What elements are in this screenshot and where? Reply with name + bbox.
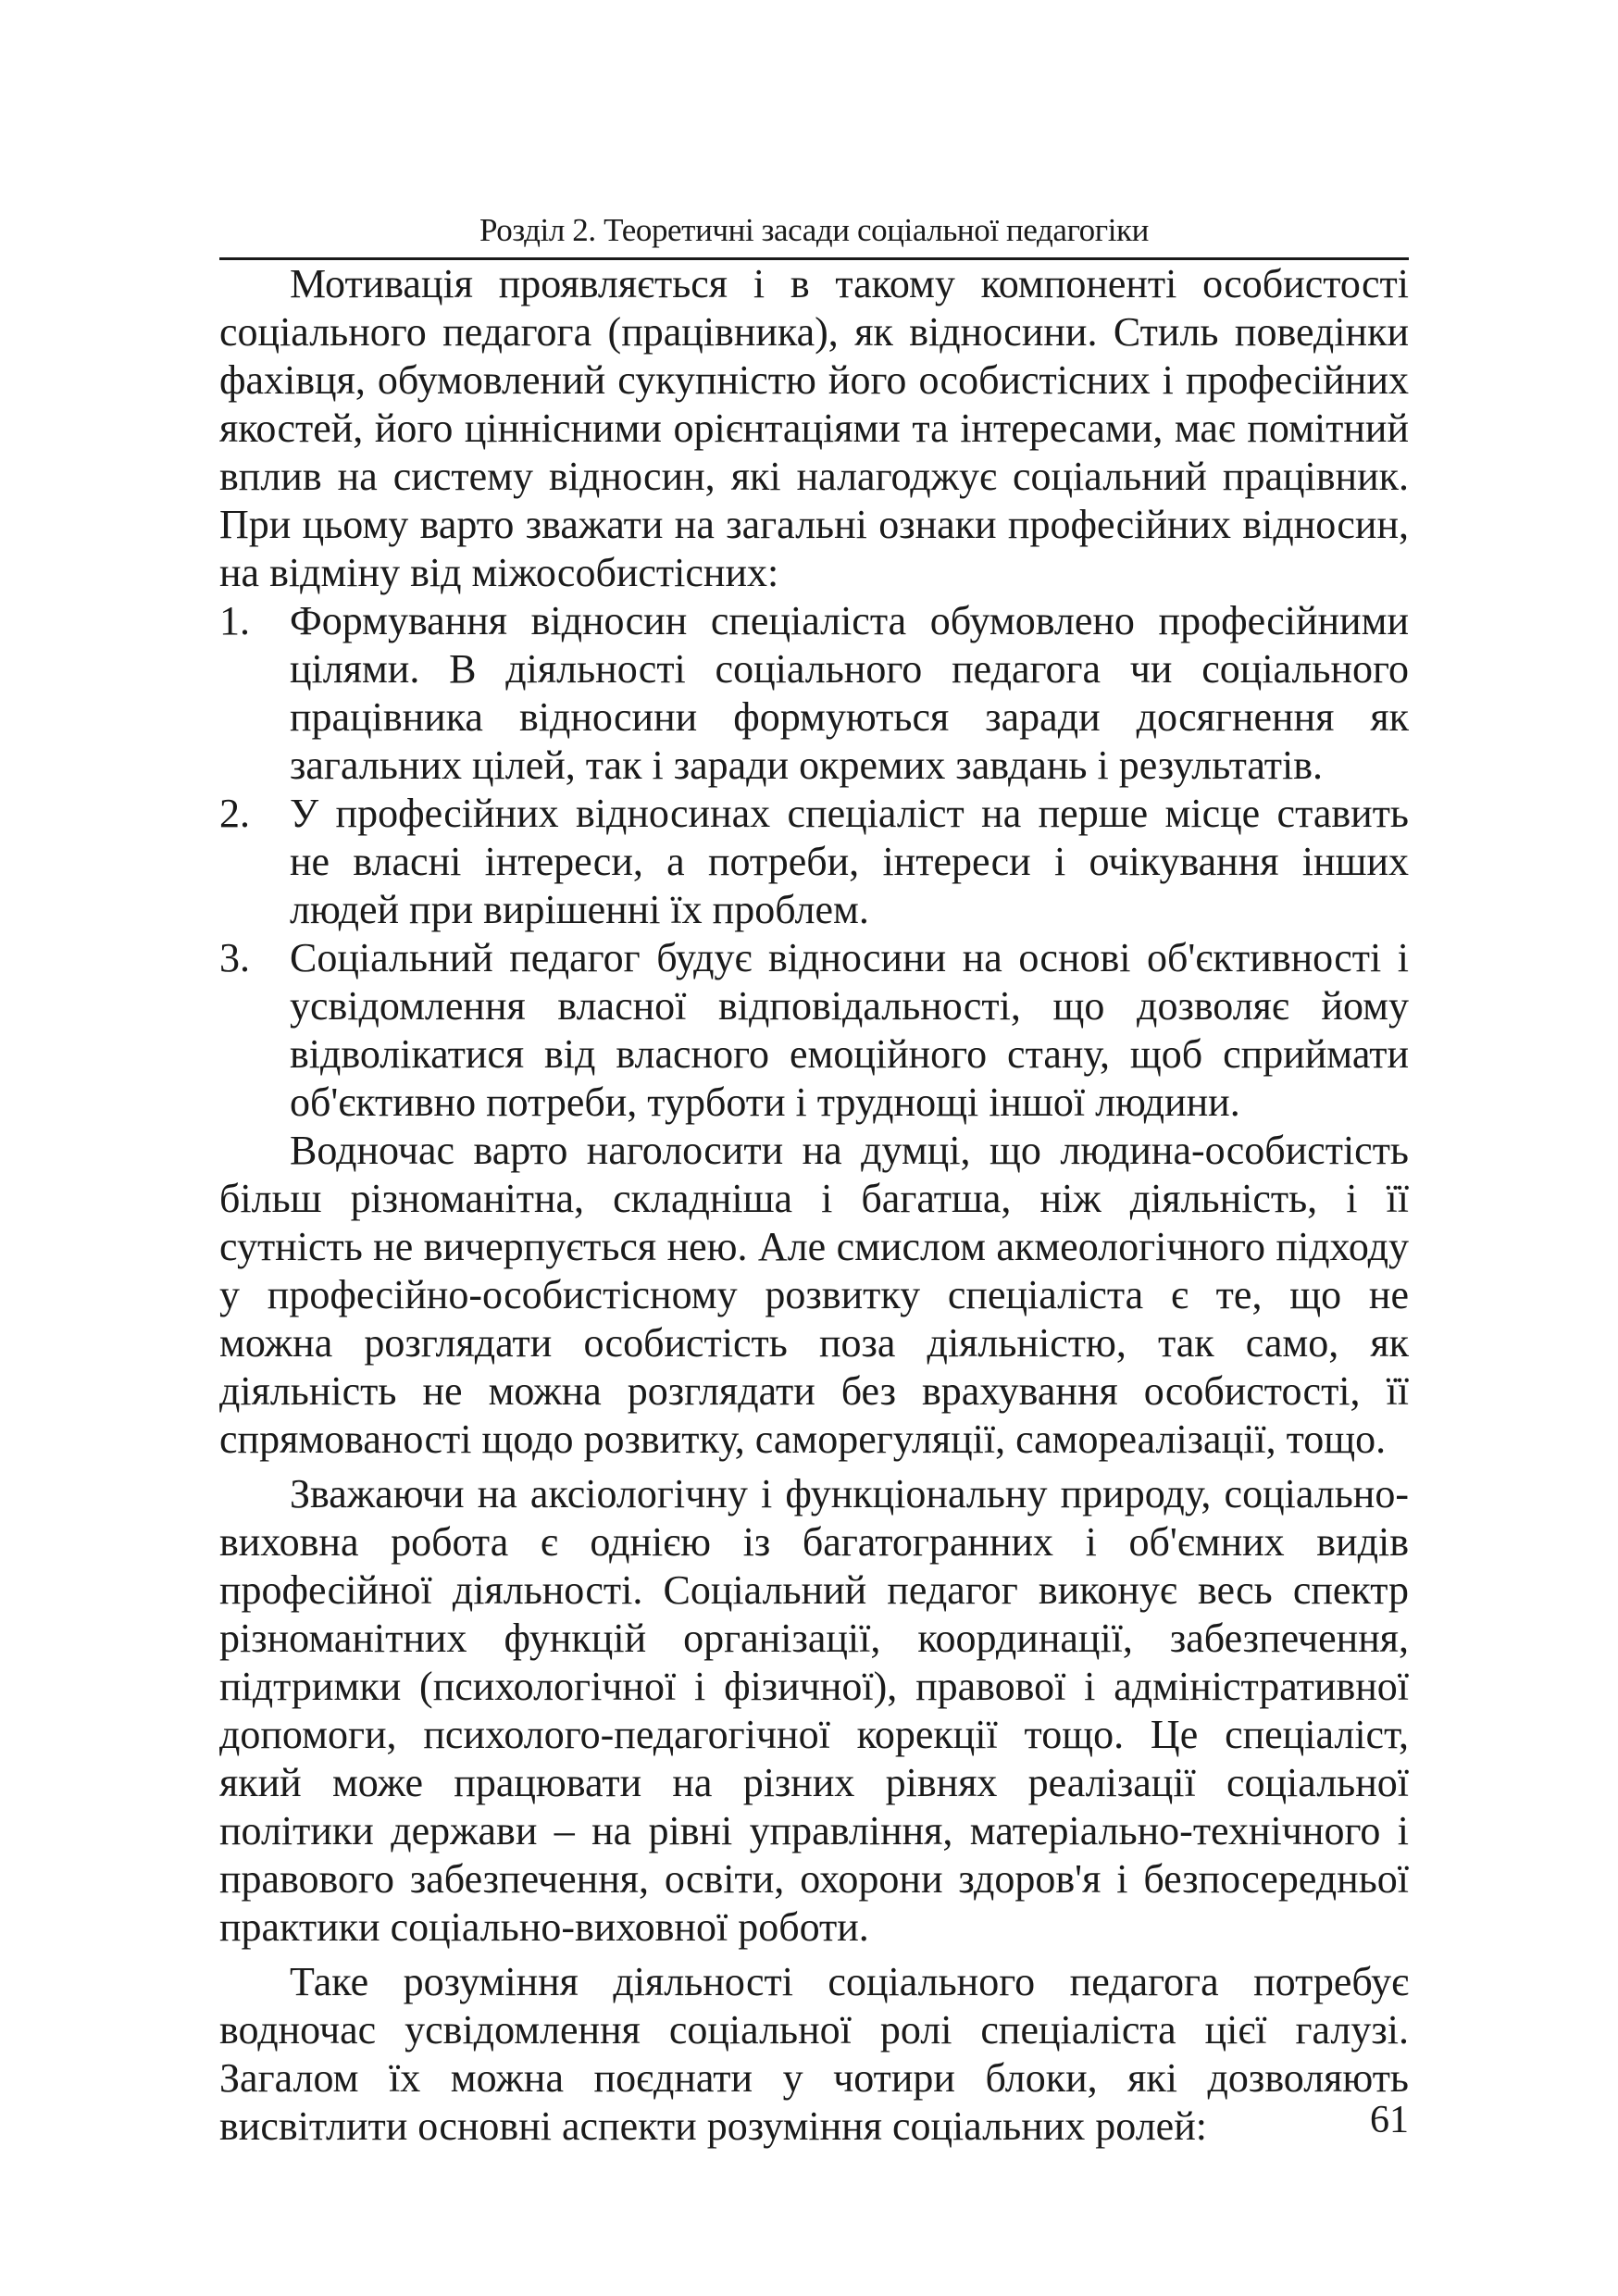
list-item-1 (219, 597, 1409, 790)
list-item-3 (219, 934, 1409, 1127)
list-number: 2. (219, 791, 250, 836)
book-page (219, 209, 1409, 2151)
body-text (219, 260, 1409, 2151)
list-number: 1. (219, 598, 250, 643)
paragraph-2: Водночас варто наголосити на думці, що людина-особистість більш різноманітна, складніша і багатша, ніж діяльність, і її сутність не вичерпується нею. Але смислом акмеологічного підходу у професійно-особистісному розвитку спеціаліста є те, що не можна розглядати особистість поза діяльністю, так само, як діяльність не можна розглядати без врахування особистості, її спрямованості щодо розвитку, саморегуляції, самореалізації, тощо. (219, 1128, 1409, 1462)
page-number: 61 (1370, 2099, 1409, 2141)
list-text: Соціальний педагог будує відносини на основі об'єктивності і усвідомлення власної відповідальності, що дозволяє йому відволікатися від власного емоційного стану, щоб сприймати об'єктивно потреби, турботи і труднощі іншої людини. (290, 935, 1409, 1125)
running-head: Розділ 2. Теоретичні засади соціальної педагогіки (219, 209, 1409, 260)
list-text: Формування відносин спеціаліста обумовлено професійними цілями. В діяльності соціального педагога чи соціального працівника відносини формуються заради досягнення як загальних цілей, так і заради окремих завдань і результатів. (290, 598, 1409, 788)
list-number: 3. (219, 935, 250, 980)
list-item-2 (219, 790, 1409, 934)
paragraph-3: Зважаючи на аксіологічну і функціональну природу, соціально-виховна робота є однією із багатогранних і об'ємних видів професійної діяльності. Соціальний педагог виконує весь спектр різноманітних функцій організації, координації, забезпечення, підтримки (психологічної і фізичної), правової і адміністративної допомоги, психолого-педагогічної корекції тощо. Це спеціаліст, який може працювати на різних рівнях реалізації соціальної політики держави – на рівні управління, матеріально-технічного і правового забезпечення, освіти, охорони здоров'я і безпосередньої практики соціально-виховної роботи. (219, 1471, 1409, 1950)
numbered-list (219, 597, 1409, 1127)
paragraph-4: Таке розуміння діяльності соціального педагога потребує водночас усвідомлення соціальної ролі спеціаліста цієї галузі. Загалом їх можна поєднати у чотири блоки, які дозволяють висвітлити основні аспекти розуміння соціальних ролей: (219, 1959, 1409, 2149)
list-text: У професійних відносинах спеціаліст на перше місце ставить не власні інтереси, а потреби, інтереси і очікування інших людей при вирішенні їх проблем. (290, 791, 1409, 932)
paragraph-1: Мотивація проявляється і в такому компоненті особистості соціального педагога (працівника), як відносини. Стиль поведінки фахівця, обумовлений сукупністю його особистісних і професійних якостей, його ціннісними орієнтаціями та інтересами, має помітний вплив на систему відносин, які налагоджує соціальний працівник. При цьому варто зважати на загальні ознаки професійних відносин, на відміну від міжособистісних: (219, 261, 1409, 595)
